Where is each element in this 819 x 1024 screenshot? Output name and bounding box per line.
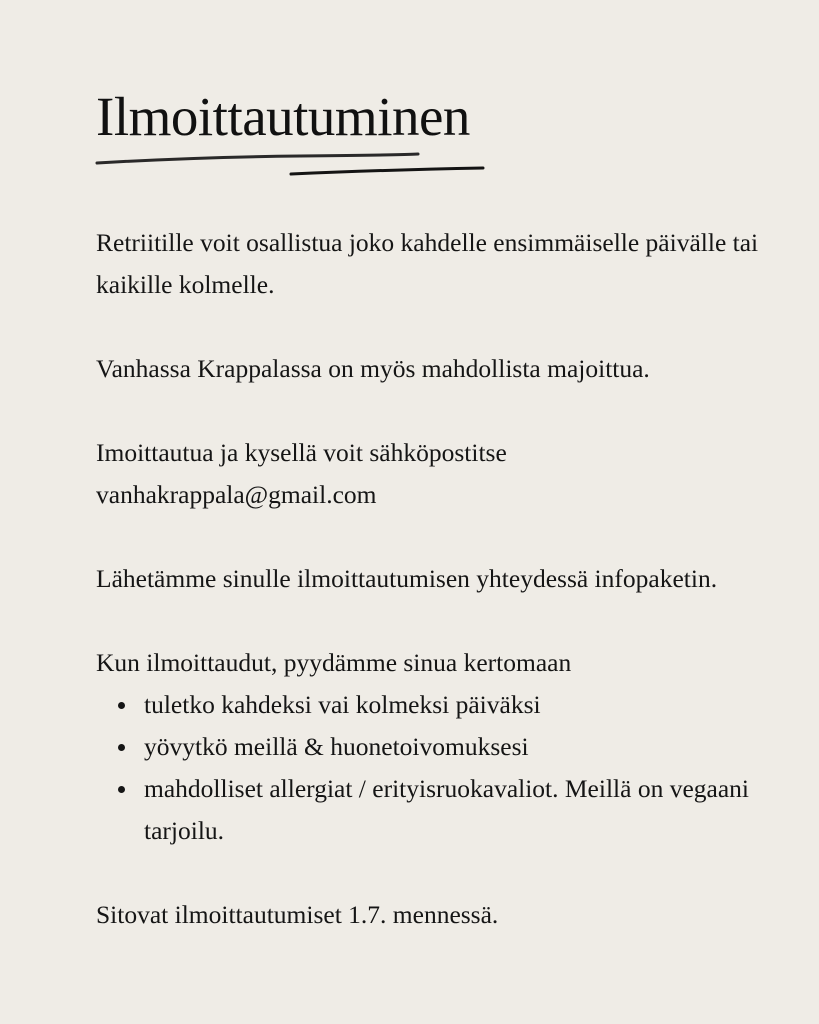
bullet-icon <box>118 744 125 751</box>
request-list <box>96 684 796 852</box>
retreat-days-paragraph: Retriitille voit osallistua joko kahdelle ensimmäiselle päivälle tai kaikille kolmelle. <box>96 228 759 299</box>
contact-paragraph <box>96 432 796 516</box>
list-item: yövytkö meillä & huonetoivomuksesi <box>96 726 796 768</box>
bullet-icon <box>118 702 125 709</box>
lodging-paragraph: Vanhassa Krappalassa on myös mahdollista majoittua. <box>96 354 650 383</box>
list-item: mahdolliset allergiat / erityisruokavaliot. Meillä on vegaani tarjoilu. <box>96 768 796 852</box>
page-title: Ilmoittautuminen <box>96 86 470 147</box>
brushstroke-lower <box>291 168 483 174</box>
bullet-icon <box>118 786 125 793</box>
brushstroke-upper <box>97 154 418 163</box>
infopackage-paragraph: Lähetämme sinulle ilmoittautumisen yhteydessä infopaketin. <box>96 564 718 593</box>
contact-intro: Imoittautua ja kysellä voit sähköpostitse <box>96 438 507 467</box>
contact-email[interactable]: vanhakrappala@gmail.com <box>96 480 377 509</box>
deadline-paragraph: Sitovat ilmoittautumiset 1.7. mennessä. <box>96 900 499 929</box>
list-item: tuletko kahdeksi vai kolmeksi päiväksi <box>96 684 796 726</box>
request-intro: Kun ilmoittaudut, pyydämme sinua kertomaan <box>96 648 572 677</box>
registration-info <box>96 222 796 936</box>
